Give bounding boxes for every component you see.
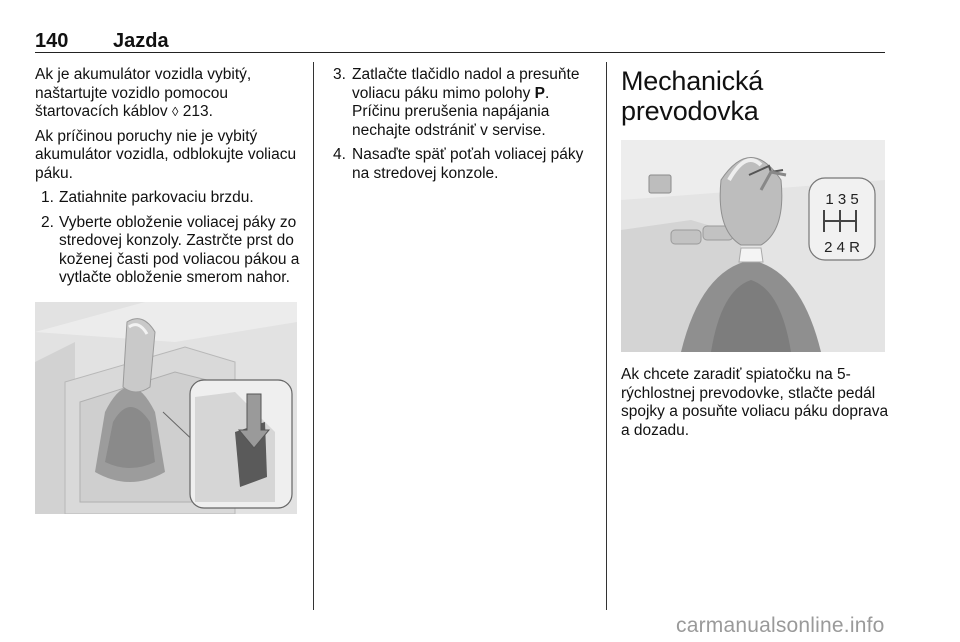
- heading-line: prevodovka: [621, 96, 759, 126]
- step-item: [330, 66, 592, 140]
- step-text: Nasaďte späť poťah voliacej páky na stredovej konzole.: [352, 146, 584, 182]
- step-number: 2.: [41, 213, 54, 231]
- step-number: 1.: [41, 189, 54, 206]
- column-middle: [330, 66, 592, 189]
- column-right: [621, 66, 887, 142]
- heading-line: Mechanická: [621, 66, 764, 96]
- step-text: Zatlačte tlačidlo nadol a presuňte voliacu páku mimo polohy: [352, 66, 580, 102]
- chapter-title: Jazda: [113, 30, 169, 52]
- section-heading: [621, 66, 887, 126]
- step-text: . Príčinu prerušenia napájania nechajte odstrániť v servise.: [352, 84, 550, 139]
- gearshift-caption: Ak chcete zaradiť spiatočku na 5-rýchlostnej prevodovke, stlačte pedál spojky a posuňte voliacu páku doprava a dozadu.: [621, 366, 889, 439]
- step-item: [35, 189, 305, 208]
- step-text: Zatiahnite parkovaciu brzdu.: [59, 189, 254, 206]
- column-divider: [313, 62, 314, 610]
- page-reference-arrow-icon: ◊: [172, 104, 179, 119]
- step-item: [330, 146, 592, 183]
- paragraph-text: Ak je akumulátor vozidla vybitý, naštartujte vozidlo pomocou štartovacích káblov: [35, 66, 252, 120]
- step-number: 3.: [333, 66, 346, 83]
- step-text: Vyberte obloženie voliacej páky zo stredovej konzoly. Zastrčte prst do koženej časti pod voliacou pákou a vytlačte obloženie smerom nahor.: [59, 213, 300, 286]
- paragraph-jump-start: [35, 66, 305, 122]
- watermark: carmanualsonline.info: [676, 614, 885, 637]
- automatic-selector-illustration: [35, 302, 297, 514]
- steps-list: [330, 66, 592, 183]
- gear-pattern-top: 1 3 5: [825, 191, 859, 208]
- step-number: 4.: [333, 146, 346, 163]
- paragraph-unlock: Ak príčinou poruchy nie je vybitý akumulátor vozidla, odblokujte voliacu páku.: [35, 127, 297, 182]
- steps-list: [35, 189, 305, 288]
- column-left: [35, 66, 305, 294]
- gear-pattern-bottom: 2 4 R: [824, 239, 860, 256]
- column-divider: [606, 62, 607, 610]
- page-reference[interactable]: 213.: [182, 103, 213, 120]
- page-number: 140: [35, 30, 69, 52]
- page-header: [35, 30, 885, 53]
- position-label: P: [534, 84, 545, 102]
- step-item: [35, 214, 305, 288]
- manual-gearshift-illustration: [621, 140, 885, 352]
